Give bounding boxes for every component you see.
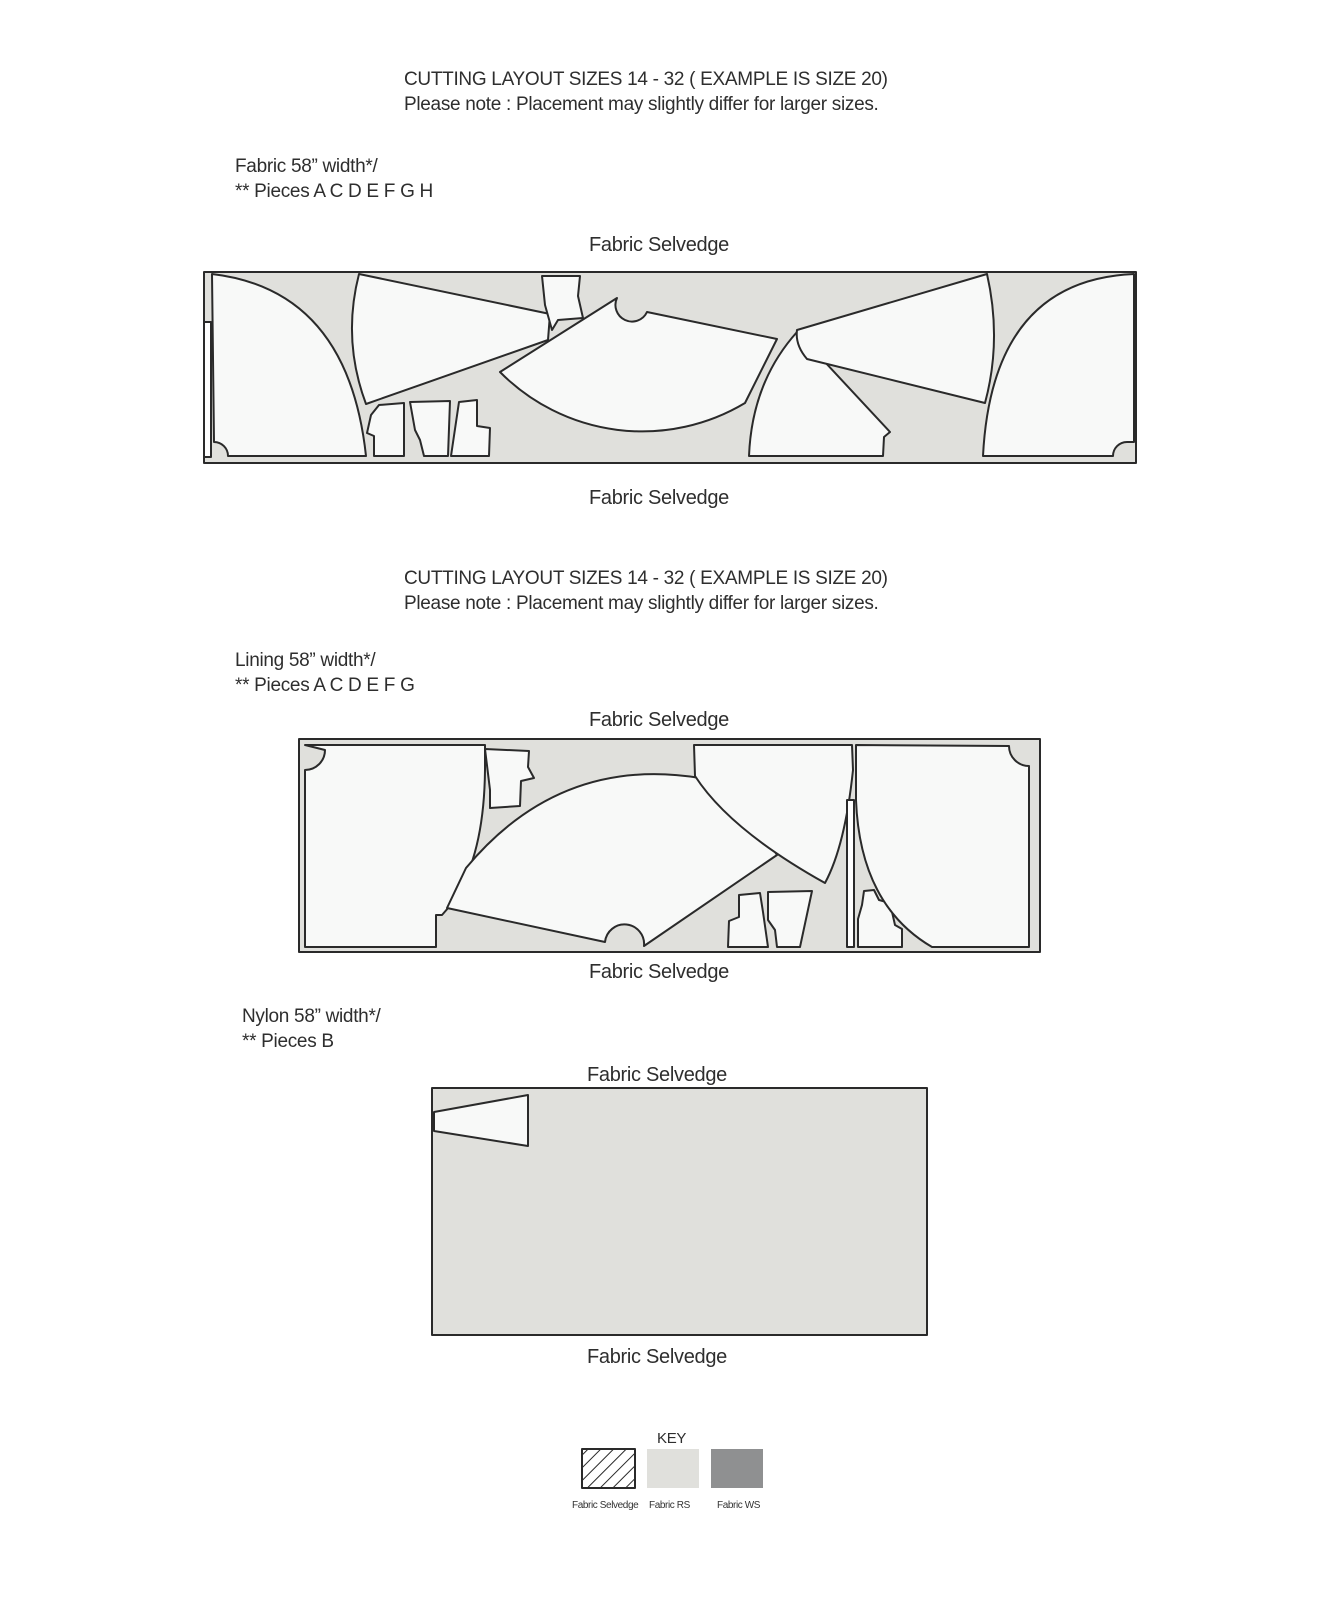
selvedge-bottom-3: Fabric Selvedge — [586, 1346, 728, 1368]
lining-edge-strip — [847, 800, 854, 947]
key-swatch-ws — [711, 1449, 763, 1488]
nylon-pieces-label: ** Pieces B — [242, 1031, 334, 1052]
fabric-pieces-label: ** Pieces A C D E F G H — [235, 181, 433, 202]
selvedge-bottom-1: Fabric Selvedge — [588, 487, 730, 509]
layout-title-1: CUTTING LAYOUT SIZES 14 - 32 ( EXAMPLE IS SIZE 20) — [404, 69, 888, 90]
placement-note-2: Please note : Placement may slightly differ for larger sizes. — [404, 593, 879, 614]
selvedge-bottom-2: Fabric Selvedge — [588, 961, 730, 983]
placement-note-1: Please note : Placement may slightly differ for larger sizes. — [404, 94, 879, 115]
fabric-width-label: Fabric 58” width*/ — [235, 156, 378, 177]
selvedge-top-1: Fabric Selvedge — [588, 234, 730, 256]
key-title: KEY — [657, 1430, 687, 1447]
key-label-ws: Fabric WS — [717, 1500, 761, 1511]
fabric-edge-strip — [204, 322, 211, 457]
key-swatch-selvedge — [582, 1449, 635, 1488]
lining-pieces-label: ** Pieces A C D E F G — [235, 675, 415, 696]
key-swatch-rs — [647, 1449, 699, 1488]
key-label-selvedge: Fabric Selvedge — [572, 1500, 639, 1511]
layout-title-2: CUTTING LAYOUT SIZES 14 - 32 ( EXAMPLE IS SIZE 20) — [404, 568, 888, 589]
selvedge-top-2: Fabric Selvedge — [588, 709, 730, 731]
lining-width-label: Lining 58” width*/ — [235, 650, 376, 671]
nylon-width-label: Nylon 58” width*/ — [242, 1006, 381, 1027]
key-label-rs: Fabric RS — [649, 1500, 690, 1511]
selvedge-top-3: Fabric Selvedge — [586, 1064, 728, 1086]
